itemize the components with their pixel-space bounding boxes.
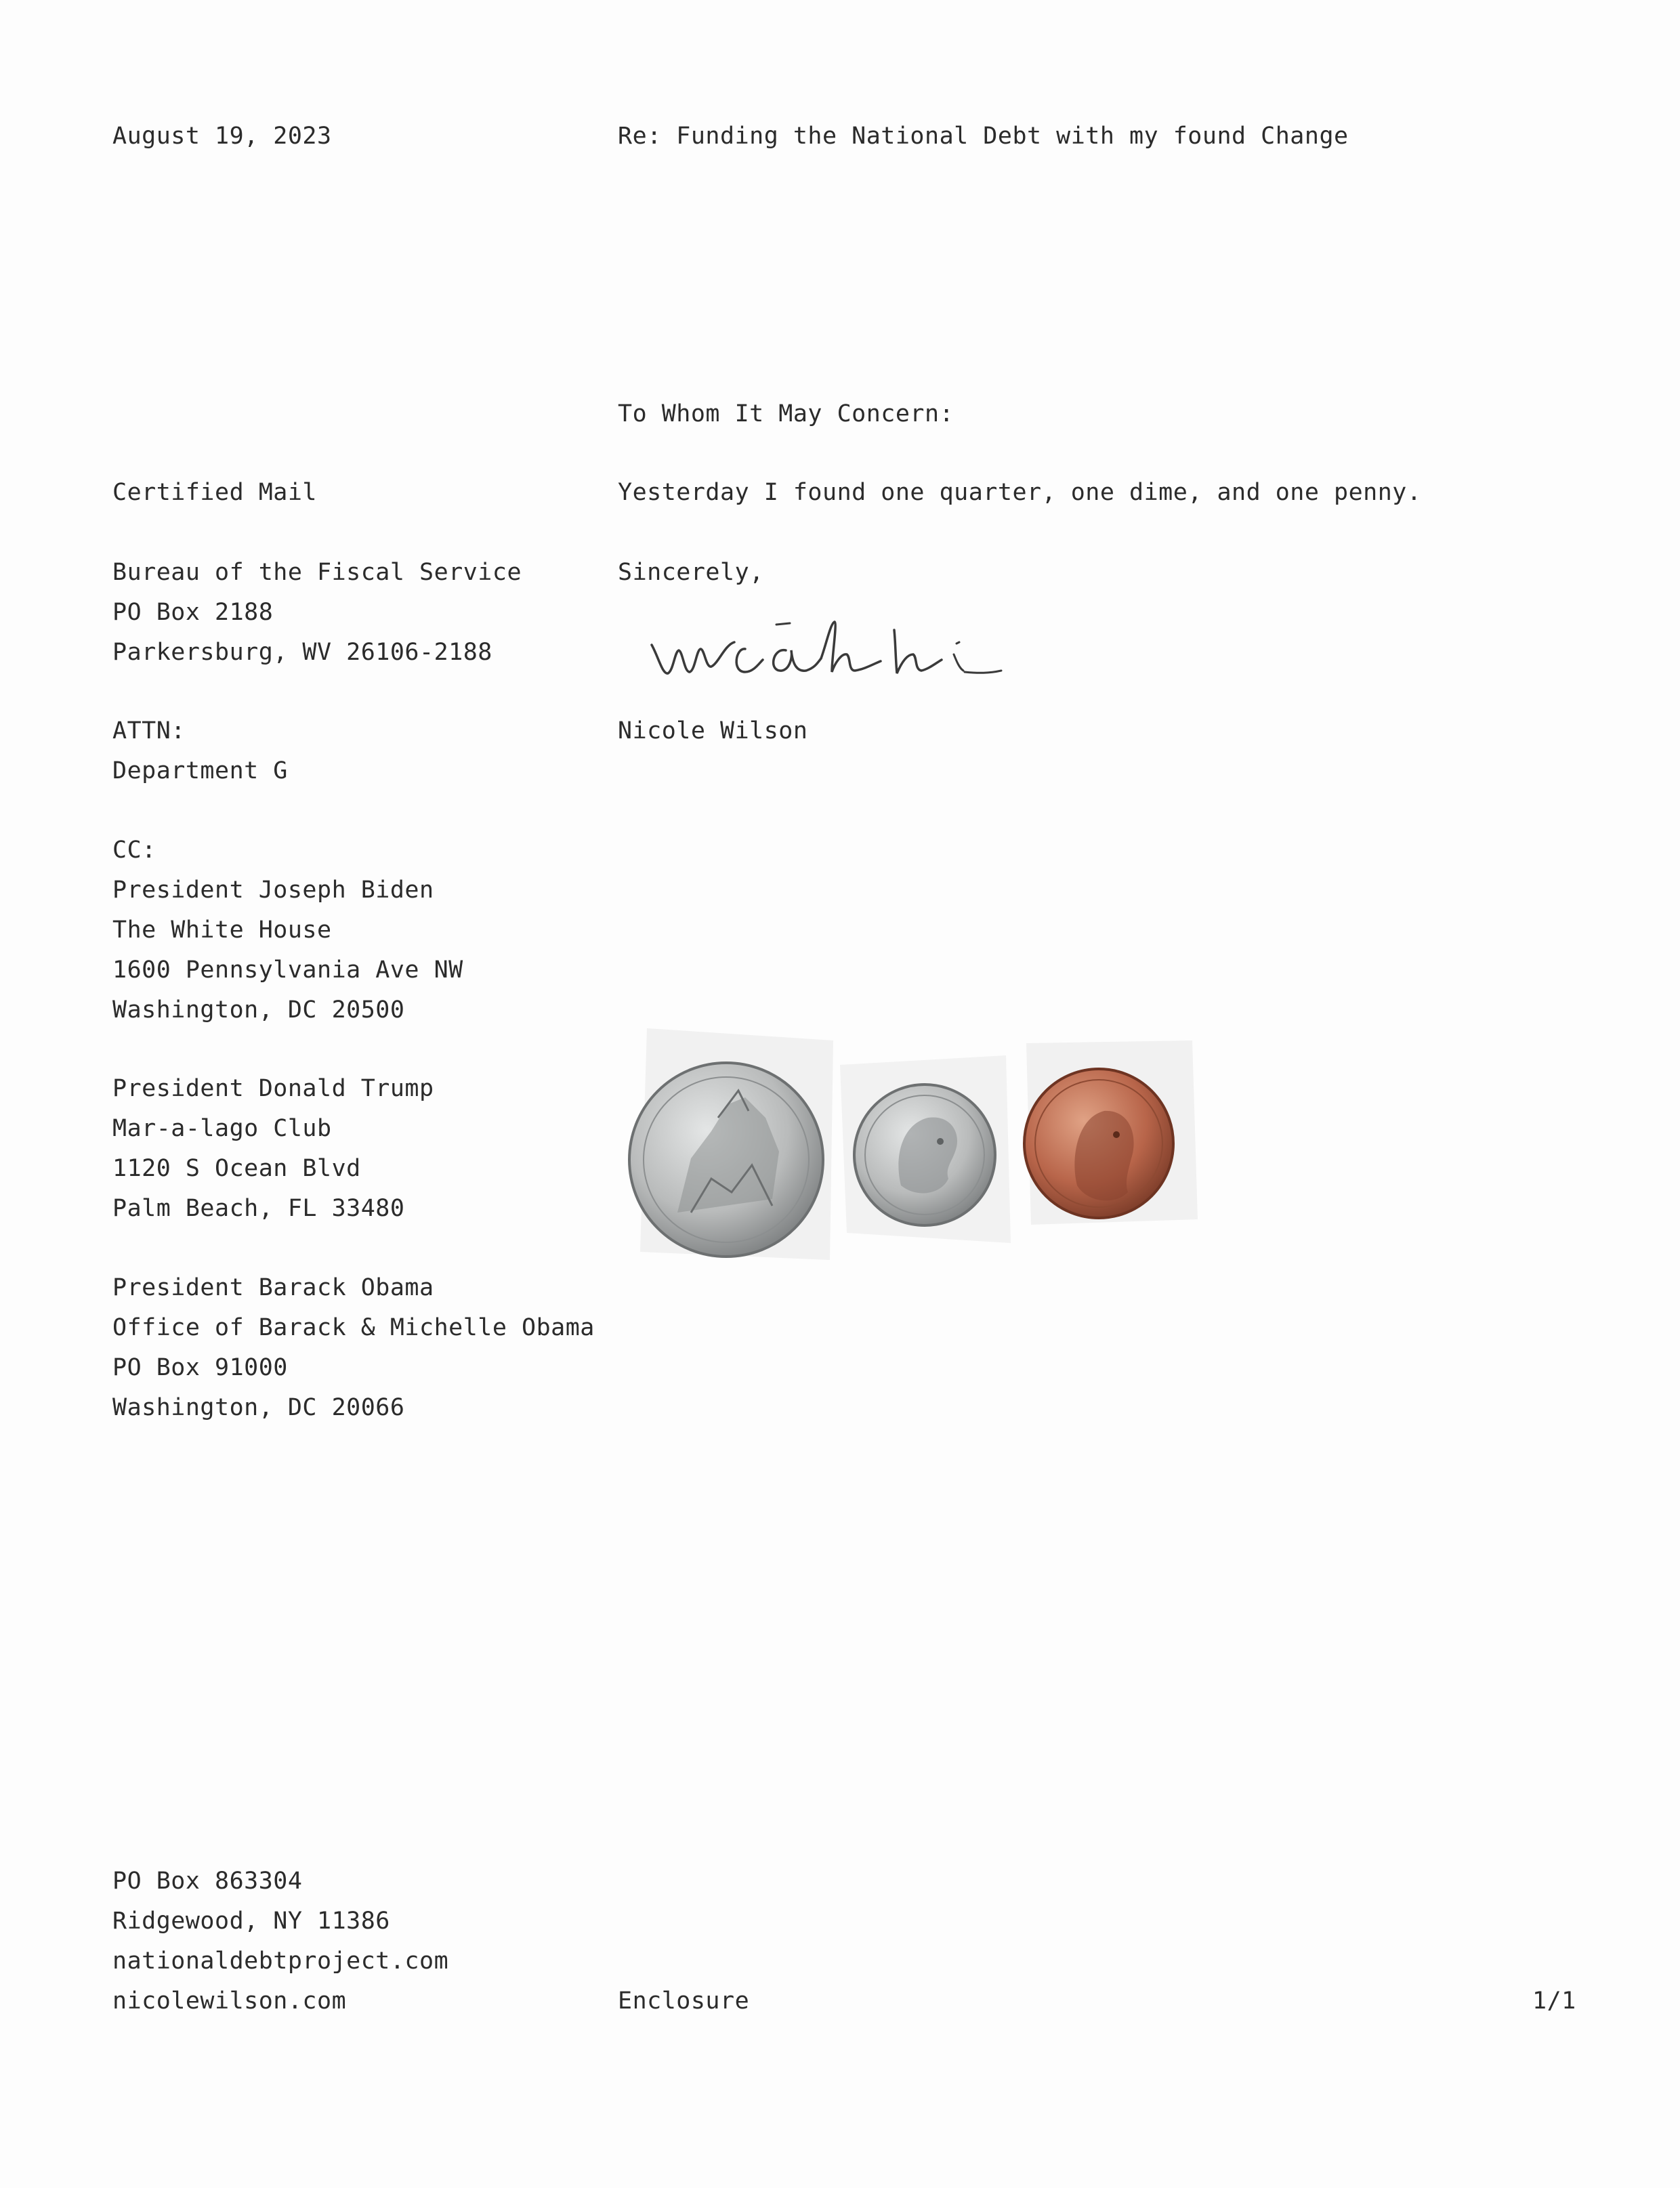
cc-block-2 <box>112 1069 434 1229</box>
cc-recipient-line: Washington, DC 20066 <box>112 1394 405 1421</box>
letter-subject: Re: Funding the National Debt with my found Change <box>618 123 1349 150</box>
attn-block <box>112 711 288 791</box>
cc-recipient-line: 1120 S Ocean Blvd <box>112 1155 361 1182</box>
page-number: 1/1 <box>1532 1987 1576 2015</box>
closing: Sincerely, <box>618 559 764 586</box>
handwritten-signature <box>644 610 1009 684</box>
recipient-address-line2: Parkersburg, WV 26106-2188 <box>112 639 492 666</box>
dime-coin <box>854 1085 995 1225</box>
cc-recipient-line: 1600 Pennsylvania Ave NW <box>112 956 463 984</box>
mail-type: Certified Mail <box>112 479 318 506</box>
quarter-coin <box>629 1063 823 1257</box>
website-link[interactable]: nationaldebtproject.com <box>112 1948 449 1975</box>
body-text: Yesterday I found one quarter, one dime, and one penny. <box>618 479 1422 506</box>
sender-address-line2: Ridgewood, NY 11386 <box>112 1908 390 1935</box>
cc-recipient-line: The White House <box>112 917 332 944</box>
cc-recipient-line: President Barack Obama <box>112 1274 434 1301</box>
cc-block-1 <box>112 830 463 1030</box>
letter-date: August 19, 2023 <box>112 123 332 150</box>
sender-address-line1: PO Box 863304 <box>112 1868 303 1895</box>
website-link[interactable]: nicolewilson.com <box>112 1987 347 2015</box>
sender-address-block <box>112 1861 448 2021</box>
attn-value: Department G <box>112 757 288 784</box>
cc-recipient-line: President Donald Trump <box>112 1075 434 1102</box>
cc-block-3 <box>112 1268 595 1428</box>
attn-label: ATTN: <box>112 717 186 744</box>
cc-label: CC: <box>112 837 156 864</box>
cc-recipient-line: PO Box 91000 <box>112 1354 288 1381</box>
cc-recipient-line: Palm Beach, FL 33480 <box>112 1195 405 1222</box>
cc-recipient-line: Washington, DC 20500 <box>112 996 405 1024</box>
enclosure-note: Enclosure <box>618 1987 750 2015</box>
cc-recipient-line: Office of Barack & Michelle Obama <box>112 1314 595 1341</box>
recipient-address <box>112 553 522 673</box>
recipient-address-line1: PO Box 2188 <box>112 599 274 626</box>
sender-name: Nicole Wilson <box>618 717 808 744</box>
recipient-name: Bureau of the Fiscal Service <box>112 559 522 586</box>
cc-recipient-line: Mar-a-lago Club <box>112 1115 332 1142</box>
salutation: To Whom It May Concern: <box>618 400 954 427</box>
cc-recipient-line: President Joseph Biden <box>112 877 434 904</box>
taped-coins <box>610 1016 1219 1287</box>
penny-coin <box>1024 1069 1173 1218</box>
